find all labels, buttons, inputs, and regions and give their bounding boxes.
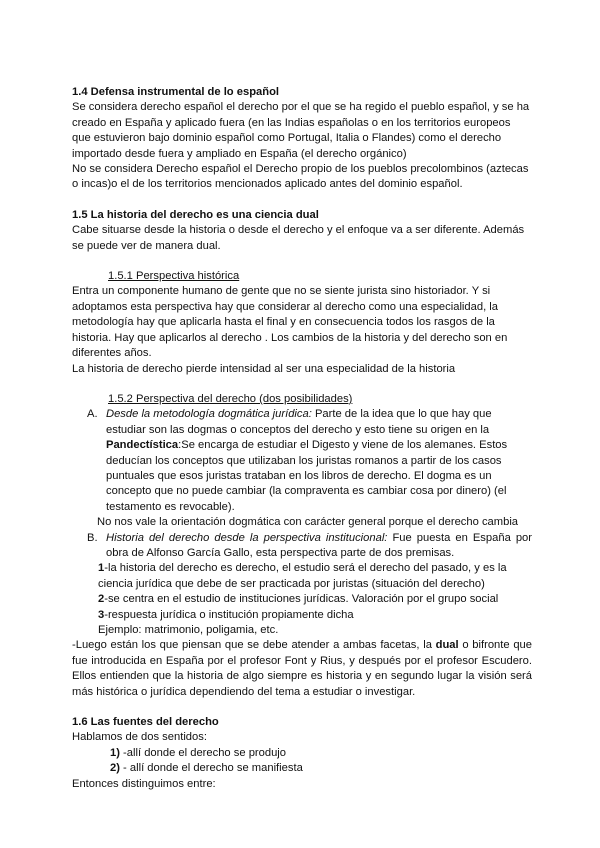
premise-3 <box>98 608 532 623</box>
paragraph: Entonces distinguimos entre: <box>72 777 216 790</box>
paragraph: Entra un componente humano de gente que no se siente jurista sino historiador. Y si adoptamos esta perspectiva hay que considerar al derecho como una especialidad, la metodología hay que aplicarla hasta el final y en consecuencia todos los rasgos de la historia. Hay que aplicarlos al derecho . Los cambios de la historia y del derecho son en diferentes años. <box>72 285 508 360</box>
list-marker: A. <box>87 408 98 421</box>
item-number: 2) <box>110 762 120 775</box>
subsection-heading-1-5-1: 1.5.1 Perspectiva histórica <box>108 270 240 283</box>
paragraph: Cabe situarse desde la historia o desde el derecho y el enfoque va a ser diferente. Además se puede ver de manera dual. <box>72 224 525 252</box>
list-item-a <box>87 407 532 515</box>
list-item-b <box>87 531 532 562</box>
section-heading-1-5: 1.5 La historia del derecho es una ciencia dual <box>72 208 319 221</box>
list-item-text <box>106 407 532 515</box>
paragraph: La historia de derecho pierde intensidad al ser una especialidad de la historia <box>72 362 456 375</box>
text-run: o bifronte que fue introducida en España por el profesor Font y Rius, y después por el profesor Escudero. Ellos entienden que la historia de algo siempre es historia y en segundo lugar la visión será más histórica o jurídica dependiendo del tema a estudiar o investigar. <box>72 639 532 698</box>
list-note: No nos vale la orientación dogmática con carácter general porque el derecho cambia <box>97 516 519 529</box>
example-line: Ejemplo: matrimonio, poligamia, etc. <box>98 624 279 636</box>
premise-number: 2 <box>98 593 105 606</box>
list-item-title: Historia del derecho desde la perspectiva institucional: <box>106 531 388 544</box>
closing-paragraph <box>72 638 532 700</box>
premise-2 <box>98 592 532 607</box>
bold-term: dual <box>435 639 459 652</box>
text-run: - allí donde el derecho se manifiesta <box>119 762 303 775</box>
list-item-text <box>106 531 532 562</box>
text-run: Parte de la idea que lo que hay que estudiar son las dogmas o conceptos del derecho y esto tiene su origen en la <box>106 408 492 436</box>
premise-number: 1 <box>98 562 105 575</box>
text-run: -se centra en el estudio de instituciones jurídicas. Valoración por el grupo social <box>104 593 499 606</box>
bold-term: Pandectística <box>106 439 179 452</box>
premise-number: 3 <box>98 608 105 621</box>
document-page <box>72 85 532 792</box>
text-run: -la historia del derecho es derecho, el estudio será el derecho del pasado, y es la ciencia jurídica que debe de ser practicada por juristas (situación del derecho) <box>98 562 507 590</box>
text-run: Fue puesta en España por obra de Alfonso García Gallo, esta perspectiva parte de dos premisas. <box>106 531 532 559</box>
sense-item-1 <box>110 746 532 761</box>
sense-item-2 <box>110 761 532 776</box>
premise-1 <box>98 561 532 592</box>
subsection-heading-1-5-2: 1.5.2 Perspectiva del derecho (dos posibilidades) <box>108 392 353 405</box>
section-heading-1-6: 1.6 Las fuentes del derecho <box>72 716 219 729</box>
item-number: 1) <box>110 746 120 759</box>
paragraph: Se considera derecho español el derecho por el que se ha regido el pueblo español, y se ha creado en España y aplicado fuera (en las Indias españolas o en los territorios europeos que estuvieron bajo dominio español como Portugal, Italia o Flandes) como el derecho importado desde fuera y ampliado en España (el derecho orgánico) <box>72 101 530 160</box>
paragraph: No se considera Derecho español el Derecho propio de los pueblos precolombinos (aztecas o incas)o el de los territorios mencionados aplicado antes del dominio español. <box>72 163 529 191</box>
list-item-title: Desde la metodología dogmática jurídica: <box>106 408 312 421</box>
paragraph: Hablamos de dos sentidos: <box>72 731 207 744</box>
text-run: -Luego están los que piensan que se debe atender a ambas facetas, la <box>72 639 436 652</box>
text-run: -respuesta jurídica o institución propiamente dicha <box>104 608 354 621</box>
section-heading-1-4: 1.4 Defensa instrumental de lo español <box>72 86 280 98</box>
list-marker: B. <box>87 531 98 544</box>
text-run: -allí donde el derecho se produjo <box>119 746 287 759</box>
text-run: :Se encarga de estudiar el Digesto y viene de los alemanes. Estos deducían los conceptos que utilizaban los juristas romanos a partir de los casos puntuales que esos juristas trataban en los libros de derecho. El dogma es un concepto que no puede cambiar (la compraventa es cambiar cosa por dinero) (el testamento es revocable). <box>106 439 508 513</box>
